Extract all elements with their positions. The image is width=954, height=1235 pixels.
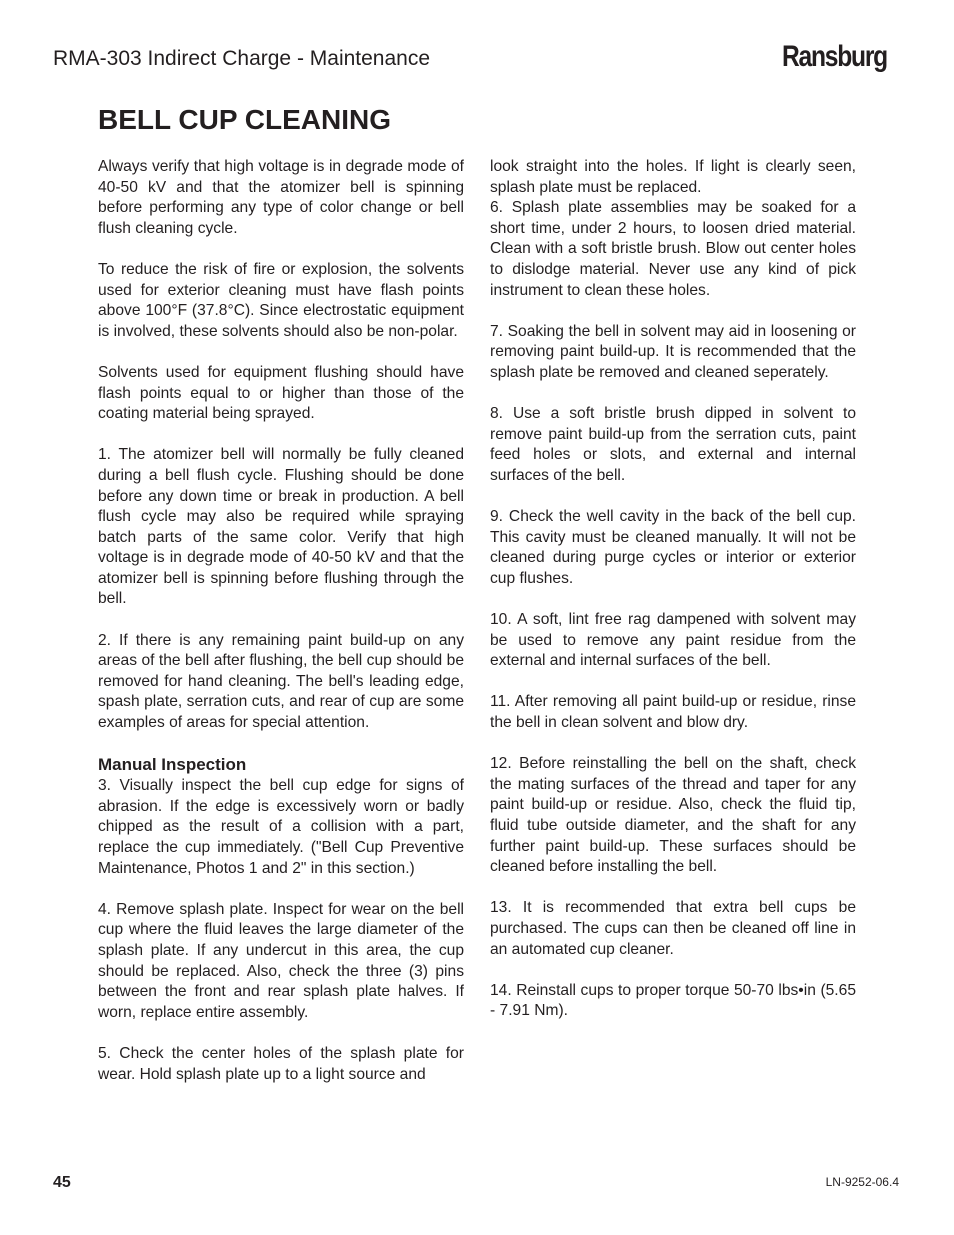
- left-column: [98, 157, 464, 1106]
- paragraph: 12. Before reinstalling the bell on the shaft, check the mating surfaces of the thread and taper for any paint build-up or residue. Also, check the fluid tip, fluid tube outside diameter, and the shaft for any further paint build-up. These surfaces should be cleaned before installing the bell.: [490, 755, 856, 876]
- paragraph: 13. It is recommended that extra bell cups be purchased. The cups can then be cleaned off line in an automated cup cleaner.: [490, 899, 856, 958]
- paragraph: 1. The atomizer bell will normally be fully cleaned during a bell flush cycle. Flushing should be done before any down time or break in production. A bell flush cycle may also be required while spraying batch parts of the same color. Verify that high voltage is in degrade mode of 40-50 kV and that the atomizer bell is spinning before flushing through the bell.: [98, 446, 464, 608]
- brand-logo: Ransburg: [782, 40, 887, 73]
- section-subheading: Manual Inspection: [98, 755, 247, 775]
- header-title: RMA-303 Indirect Charge - Maintenance: [53, 47, 431, 70]
- paragraph: Solvents used for equipment flushing should have flash points equal to or higher than those of the coating material being sprayed.: [98, 363, 464, 423]
- paragraph: Always verify that high voltage is in degrade mode of 40-50 kV and that the atomizer bell is spinning before performing any type of color change or bell flush cleaning cycle.: [98, 158, 464, 237]
- paragraph: 2. If there is any remaining paint build-up on any areas of the bell after flushing, the bell cup should be removed for hand cleaning. The bell's leading edge, spash plate, serration cuts, and rear of cup are some examples of areas for special attention.: [98, 631, 464, 732]
- paragraph: 6. Splash plate assemblies may be soaked for a short time, under 2 hours, to loosen dried material. Clean with a soft bristle brush. Blow out center holes to dislodge material. Never use any kind of pick instrument to clean these holes.: [490, 199, 856, 299]
- paragraph: 9. Check the well cavity in the back of the bell cup. This cavity must be cleaned manually. It will not be cleaned during purge cycles or interior or exterior cup flushes.: [490, 508, 856, 587]
- paragraph: 7. Soaking the bell in solvent may aid in loosening or removing paint build-up. It is recommended that the splash plate be removed and cleaned seperately.: [490, 322, 856, 381]
- paragraph: 4. Remove splash plate. Inspect for wear on the bell cup where the fluid leaves the large diameter of the splash plate. If any undercut in this area, the cup should be replaced. Also, check the three (3) pins between the front and rear splash plate halves. If worn, replace entire assembly.: [98, 900, 464, 1021]
- page-title: BELL CUP CLEANING: [98, 104, 391, 135]
- paragraph: To reduce the risk of fire or explosion, the solvents used for exterior cleaning must have flash points above 100°F (37.8°C). Since electrostatic equipment is involved, these solvents should also be non-polar.: [98, 260, 464, 340]
- paragraph: 8. Use a soft bristle brush dipped in solvent to remove paint build-up from the serration cuts, paint feed holes or slots, and external and internal surfaces of the bell.: [490, 405, 856, 484]
- paragraph: 10. A soft, lint free rag dampened with solvent may be used to remove any paint residue from the external and internal surfaces of the bell.: [490, 611, 856, 670]
- page-number: 45: [53, 1174, 71, 1191]
- paragraph: look straight into the holes. If light is clearly seen, splash plate must be replaced.: [490, 158, 856, 196]
- paragraph: 14. Reinstall cups to proper torque 50-70 lbs•in (5.65 - 7.91 Nm).: [490, 981, 856, 1020]
- paragraph: 11. After removing all paint build-up or residue, rinse the bell in clean solvent and blow dry.: [490, 693, 856, 732]
- right-column: [490, 157, 856, 1043]
- paragraph: 5. Check the center holes of the splash plate for wear. Hold splash plate up to a light source and: [98, 1044, 464, 1083]
- paragraph: 3. Visually inspect the bell cup edge for signs of abrasion. If the edge is excessively worn or badly chipped as the result of a collision with a part, replace the cup immediately. ("Bell Cup Preventive Maintenance, Photos 1 and 2" in this section.): [98, 777, 464, 877]
- document-code: LN-9252-06.4: [825, 1175, 899, 1189]
